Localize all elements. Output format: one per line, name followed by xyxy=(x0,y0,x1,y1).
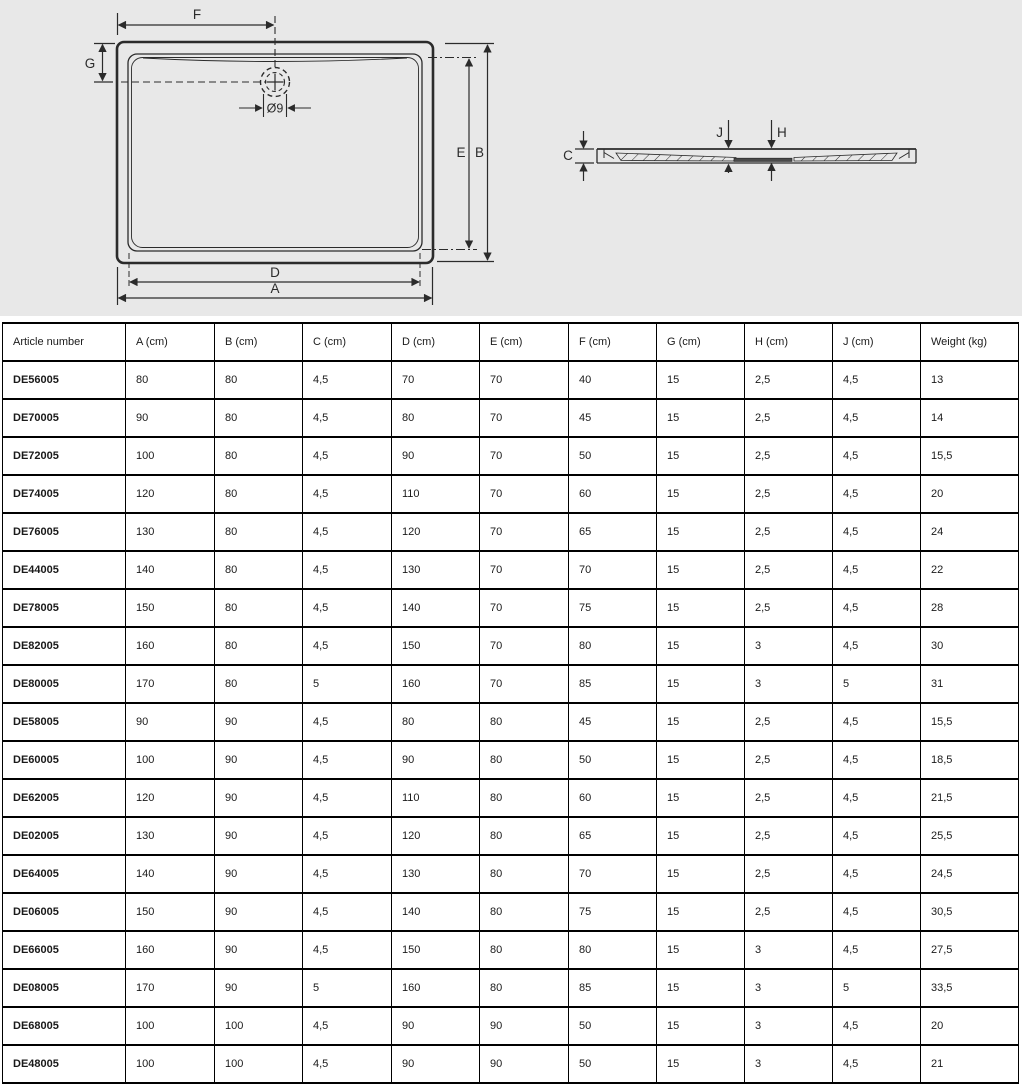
spec-value-cell: 25,5 xyxy=(921,817,1019,855)
spec-value-cell: 20 xyxy=(921,1007,1019,1045)
spec-value-cell: 2,5 xyxy=(745,399,833,437)
spec-value-cell: 100 xyxy=(126,741,215,779)
spec-value-cell: 15 xyxy=(657,589,745,627)
hatch-right xyxy=(794,153,897,161)
spec-value-cell: 90 xyxy=(392,1045,480,1083)
spec-value-cell: 75 xyxy=(569,893,657,931)
spec-value-cell: 4,5 xyxy=(303,1007,392,1045)
table-row xyxy=(3,969,1019,1007)
spec-value-cell: 15 xyxy=(657,361,745,399)
spec-value-cell: 15 xyxy=(657,969,745,1007)
spec-value-cell: 80 xyxy=(480,741,569,779)
spec-value-cell: 15,5 xyxy=(921,703,1019,741)
column-header: Article number xyxy=(3,323,126,361)
column-header: A (cm) xyxy=(126,323,215,361)
spec-value-cell: 80 xyxy=(215,589,303,627)
spec-value-cell: 80 xyxy=(480,817,569,855)
spec-value-cell: 18,5 xyxy=(921,741,1019,779)
article-number-cell: DE76005 xyxy=(3,513,126,551)
drain-strip xyxy=(734,158,792,161)
spec-value-cell: 14 xyxy=(921,399,1019,437)
spec-value-cell: 4,5 xyxy=(833,741,921,779)
spec-value-cell: 4,5 xyxy=(833,551,921,589)
spec-table-body xyxy=(3,361,1019,1083)
table-row xyxy=(3,703,1019,741)
spec-value-cell: 3 xyxy=(745,665,833,703)
spec-value-cell: 90 xyxy=(215,931,303,969)
spec-value-cell: 120 xyxy=(392,513,480,551)
spec-value-cell: 70 xyxy=(480,551,569,589)
table-row xyxy=(3,589,1019,627)
column-header: Weight (kg) xyxy=(921,323,1019,361)
column-header: J (cm) xyxy=(833,323,921,361)
spec-value-cell: 15 xyxy=(657,627,745,665)
spec-value-cell: 45 xyxy=(569,399,657,437)
spec-value-cell: 90 xyxy=(215,741,303,779)
spec-value-cell: 2,5 xyxy=(745,779,833,817)
article-number-cell: DE64005 xyxy=(3,855,126,893)
article-number-cell: DE70005 xyxy=(3,399,126,437)
table-row xyxy=(3,779,1019,817)
spec-value-cell: 150 xyxy=(392,931,480,969)
spec-value-cell: 90 xyxy=(392,437,480,475)
spec-value-cell: 90 xyxy=(215,893,303,931)
spec-value-cell: 170 xyxy=(126,665,215,703)
spec-value-cell: 2,5 xyxy=(745,361,833,399)
spec-value-cell: 90 xyxy=(215,703,303,741)
side-view-drawing xyxy=(563,120,916,181)
table-row xyxy=(3,665,1019,703)
spec-value-cell: 3 xyxy=(745,969,833,1007)
spec-value-cell: 30 xyxy=(921,627,1019,665)
table-row xyxy=(3,513,1019,551)
spec-value-cell: 75 xyxy=(569,589,657,627)
spec-value-cell: 80 xyxy=(392,703,480,741)
spec-value-cell: 80 xyxy=(480,779,569,817)
dim-label-j: J xyxy=(716,125,723,140)
spec-value-cell: 30,5 xyxy=(921,893,1019,931)
spec-value-cell: 80 xyxy=(215,399,303,437)
article-number-cell: DE80005 xyxy=(3,665,126,703)
spec-value-cell: 3 xyxy=(745,931,833,969)
dim-label-e: E xyxy=(456,145,466,160)
spec-value-cell: 15 xyxy=(657,703,745,741)
spec-value-cell: 15 xyxy=(657,1045,745,1083)
spec-value-cell: 4,5 xyxy=(833,437,921,475)
spec-value-cell: 150 xyxy=(126,589,215,627)
table-row xyxy=(3,1045,1019,1083)
spec-value-cell: 80 xyxy=(215,665,303,703)
spec-value-cell: 70 xyxy=(480,589,569,627)
tray-profile xyxy=(597,149,916,163)
spec-value-cell: 4,5 xyxy=(303,1045,392,1083)
spec-value-cell: 2,5 xyxy=(745,893,833,931)
dim-label-h: H xyxy=(777,125,787,140)
spec-value-cell: 50 xyxy=(569,741,657,779)
dimension-c xyxy=(575,131,594,181)
article-number-cell: DE82005 xyxy=(3,627,126,665)
column-header: H (cm) xyxy=(745,323,833,361)
spec-value-cell: 70 xyxy=(480,665,569,703)
spec-value-cell: 140 xyxy=(126,855,215,893)
spec-value-cell: 3 xyxy=(745,1007,833,1045)
article-number-cell: DE48005 xyxy=(3,1045,126,1083)
spec-value-cell: 85 xyxy=(569,665,657,703)
spec-value-cell: 110 xyxy=(392,475,480,513)
article-number-cell: DE72005 xyxy=(3,437,126,475)
spec-value-cell: 2,5 xyxy=(745,513,833,551)
spec-table-head-row xyxy=(3,323,1019,361)
table-row xyxy=(3,551,1019,589)
spec-value-cell: 60 xyxy=(569,779,657,817)
spec-value-cell: 80 xyxy=(126,361,215,399)
spec-value-cell: 4,5 xyxy=(303,437,392,475)
spec-value-cell: 140 xyxy=(126,551,215,589)
spec-value-cell: 80 xyxy=(215,361,303,399)
dim-label-b: B xyxy=(474,145,484,160)
spec-value-cell: 5 xyxy=(833,665,921,703)
spec-value-cell: 21,5 xyxy=(921,779,1019,817)
column-header: F (cm) xyxy=(569,323,657,361)
spec-value-cell: 15 xyxy=(657,855,745,893)
table-row xyxy=(3,817,1019,855)
spec-value-cell: 3 xyxy=(745,1045,833,1083)
spec-value-cell: 4,5 xyxy=(833,399,921,437)
spec-value-cell: 15 xyxy=(657,1007,745,1045)
spec-value-cell: 22 xyxy=(921,551,1019,589)
article-number-cell: DE62005 xyxy=(3,779,126,817)
spec-value-cell: 20 xyxy=(921,475,1019,513)
spec-value-cell: 160 xyxy=(126,931,215,969)
article-number-cell: DE74005 xyxy=(3,475,126,513)
spec-value-cell: 4,5 xyxy=(303,475,392,513)
spec-value-cell: 65 xyxy=(569,513,657,551)
spec-value-cell: 160 xyxy=(126,627,215,665)
spec-value-cell: 15 xyxy=(657,741,745,779)
spec-value-cell: 140 xyxy=(392,589,480,627)
spec-value-cell: 4,5 xyxy=(303,855,392,893)
spec-value-cell: 80 xyxy=(392,399,480,437)
dimension-g xyxy=(94,44,115,83)
top-view-drawing xyxy=(85,7,494,305)
spec-value-cell: 80 xyxy=(480,703,569,741)
spec-value-cell: 90 xyxy=(480,1007,569,1045)
spec-value-cell: 70 xyxy=(480,437,569,475)
spec-value-cell: 90 xyxy=(392,741,480,779)
spec-value-cell: 13 xyxy=(921,361,1019,399)
spec-value-cell: 50 xyxy=(569,1045,657,1083)
spec-value-cell: 100 xyxy=(215,1007,303,1045)
spec-value-cell: 160 xyxy=(392,969,480,1007)
spec-value-cell: 70 xyxy=(480,627,569,665)
spec-value-cell: 4,5 xyxy=(303,627,392,665)
spec-value-cell: 100 xyxy=(126,1007,215,1045)
spec-value-cell: 4,5 xyxy=(833,475,921,513)
spec-value-cell: 80 xyxy=(215,475,303,513)
spec-value-cell: 4,5 xyxy=(303,817,392,855)
article-number-cell: DE58005 xyxy=(3,703,126,741)
spec-table xyxy=(2,322,1019,1084)
spec-value-cell: 130 xyxy=(126,513,215,551)
spec-value-cell: 120 xyxy=(126,779,215,817)
column-header: B (cm) xyxy=(215,323,303,361)
drain-diameter-label: Ø9 xyxy=(266,101,284,116)
spec-value-cell: 90 xyxy=(126,399,215,437)
spec-value-cell: 15 xyxy=(657,665,745,703)
spec-value-cell: 15 xyxy=(657,931,745,969)
spec-value-cell: 80 xyxy=(215,627,303,665)
spec-value-cell: 120 xyxy=(392,817,480,855)
spec-value-cell: 90 xyxy=(392,1007,480,1045)
spec-value-cell: 160 xyxy=(392,665,480,703)
spec-value-cell: 4,5 xyxy=(833,893,921,931)
spec-value-cell: 2,5 xyxy=(745,589,833,627)
spec-value-cell: 85 xyxy=(569,969,657,1007)
column-header: D (cm) xyxy=(392,323,480,361)
spec-value-cell: 120 xyxy=(126,475,215,513)
spec-value-cell: 40 xyxy=(569,361,657,399)
spec-value-cell: 15,5 xyxy=(921,437,1019,475)
spec-value-cell: 65 xyxy=(569,817,657,855)
table-row xyxy=(3,475,1019,513)
article-number-cell: DE60005 xyxy=(3,741,126,779)
drain-center-cross xyxy=(267,74,284,91)
spec-value-cell: 4,5 xyxy=(833,931,921,969)
spec-value-cell: 15 xyxy=(657,893,745,931)
article-number-cell: DE06005 xyxy=(3,893,126,931)
spec-value-cell: 4,5 xyxy=(833,703,921,741)
spec-value-cell: 21 xyxy=(921,1045,1019,1083)
dim-label-g: G xyxy=(84,56,96,71)
spec-value-cell: 33,5 xyxy=(921,969,1019,1007)
spec-value-cell: 2,5 xyxy=(745,703,833,741)
spec-value-cell: 15 xyxy=(657,399,745,437)
spec-value-cell: 4,5 xyxy=(303,779,392,817)
spec-value-cell: 100 xyxy=(126,1045,215,1083)
spec-value-cell: 70 xyxy=(392,361,480,399)
spec-value-cell: 24 xyxy=(921,513,1019,551)
spec-value-cell: 50 xyxy=(569,437,657,475)
table-row xyxy=(3,361,1019,399)
spec-value-cell: 4,5 xyxy=(303,399,392,437)
spec-value-cell: 130 xyxy=(392,551,480,589)
spec-value-cell: 4,5 xyxy=(833,589,921,627)
dim-label-c: C xyxy=(563,148,573,163)
table-row xyxy=(3,627,1019,665)
spec-value-cell: 2,5 xyxy=(745,741,833,779)
spec-value-cell: 80 xyxy=(215,437,303,475)
article-number-cell: DE78005 xyxy=(3,589,126,627)
table-row xyxy=(3,399,1019,437)
spec-value-cell: 90 xyxy=(126,703,215,741)
spec-value-cell: 4,5 xyxy=(833,1045,921,1083)
spec-value-cell: 4,5 xyxy=(833,513,921,551)
spec-value-cell: 15 xyxy=(657,817,745,855)
spec-value-cell: 4,5 xyxy=(303,741,392,779)
technical-drawing xyxy=(0,0,1022,316)
spec-value-cell: 50 xyxy=(569,1007,657,1045)
hatch-left xyxy=(616,153,736,161)
spec-value-cell: 2,5 xyxy=(745,437,833,475)
spec-value-cell: 70 xyxy=(480,475,569,513)
spec-value-cell: 80 xyxy=(480,931,569,969)
table-row xyxy=(3,437,1019,475)
spec-value-cell: 170 xyxy=(126,969,215,1007)
spec-value-cell: 70 xyxy=(480,513,569,551)
spec-value-cell: 4,5 xyxy=(303,703,392,741)
spec-value-cell: 4,5 xyxy=(833,855,921,893)
spec-value-cell: 4,5 xyxy=(303,551,392,589)
spec-value-cell: 80 xyxy=(569,931,657,969)
spec-value-cell: 60 xyxy=(569,475,657,513)
dimension-e xyxy=(422,58,477,250)
spec-value-cell: 110 xyxy=(392,779,480,817)
spec-value-cell: 70 xyxy=(569,855,657,893)
table-row xyxy=(3,1007,1019,1045)
spec-value-cell: 80 xyxy=(480,893,569,931)
spec-value-cell: 28 xyxy=(921,589,1019,627)
article-number-cell: DE56005 xyxy=(3,361,126,399)
spec-value-cell: 90 xyxy=(215,779,303,817)
spec-value-cell: 2,5 xyxy=(745,475,833,513)
column-header: C (cm) xyxy=(303,323,392,361)
spec-value-cell: 90 xyxy=(215,969,303,1007)
dim-label-d: D xyxy=(270,265,280,280)
spec-value-cell: 27,5 xyxy=(921,931,1019,969)
spec-value-cell: 140 xyxy=(392,893,480,931)
spec-value-cell: 90 xyxy=(480,1045,569,1083)
spec-value-cell: 4,5 xyxy=(833,779,921,817)
table-row xyxy=(3,855,1019,893)
spec-value-cell: 15 xyxy=(657,437,745,475)
spec-value-cell: 4,5 xyxy=(303,893,392,931)
spec-value-cell: 100 xyxy=(215,1045,303,1083)
column-header: E (cm) xyxy=(480,323,569,361)
dim-label-a: A xyxy=(270,281,280,296)
spec-value-cell: 4,5 xyxy=(303,589,392,627)
spec-value-cell: 31 xyxy=(921,665,1019,703)
spec-value-cell: 4,5 xyxy=(303,361,392,399)
article-number-cell: DE08005 xyxy=(3,969,126,1007)
spec-value-cell: 5 xyxy=(303,969,392,1007)
spec-value-cell: 4,5 xyxy=(833,361,921,399)
spec-value-cell: 5 xyxy=(303,665,392,703)
table-row xyxy=(3,741,1019,779)
spec-value-cell: 45 xyxy=(569,703,657,741)
article-number-cell: DE02005 xyxy=(3,817,126,855)
spec-value-cell: 90 xyxy=(215,817,303,855)
spec-value-cell: 70 xyxy=(569,551,657,589)
table-row xyxy=(3,893,1019,931)
spec-value-cell: 80 xyxy=(215,551,303,589)
spec-value-cell: 150 xyxy=(126,893,215,931)
spec-value-cell: 15 xyxy=(657,551,745,589)
spec-value-cell: 70 xyxy=(480,399,569,437)
spec-value-cell: 15 xyxy=(657,513,745,551)
spec-value-cell: 2,5 xyxy=(745,855,833,893)
spec-value-cell: 80 xyxy=(480,969,569,1007)
spec-value-cell: 24,5 xyxy=(921,855,1019,893)
dim-label-f: F xyxy=(192,7,202,22)
spec-value-cell: 90 xyxy=(215,855,303,893)
article-number-cell: DE66005 xyxy=(3,931,126,969)
spec-value-cell: 4,5 xyxy=(833,817,921,855)
spec-value-cell: 130 xyxy=(126,817,215,855)
article-number-cell: DE44005 xyxy=(3,551,126,589)
spec-value-cell: 2,5 xyxy=(745,551,833,589)
spec-value-cell: 4,5 xyxy=(303,931,392,969)
spec-value-cell: 3 xyxy=(745,627,833,665)
spec-value-cell: 2,5 xyxy=(745,817,833,855)
spec-value-cell: 15 xyxy=(657,779,745,817)
spec-value-cell: 4,5 xyxy=(303,513,392,551)
spec-value-cell: 130 xyxy=(392,855,480,893)
spec-value-cell: 70 xyxy=(480,361,569,399)
column-header: G (cm) xyxy=(657,323,745,361)
table-row xyxy=(3,931,1019,969)
spec-value-cell: 5 xyxy=(833,969,921,1007)
spec-value-cell: 80 xyxy=(480,855,569,893)
spec-value-cell: 150 xyxy=(392,627,480,665)
spec-value-cell: 4,5 xyxy=(833,1007,921,1045)
spec-value-cell: 80 xyxy=(569,627,657,665)
article-number-cell: DE68005 xyxy=(3,1007,126,1045)
spec-value-cell: 80 xyxy=(215,513,303,551)
dimension-b xyxy=(437,44,494,262)
spec-value-cell: 4,5 xyxy=(833,627,921,665)
spec-value-cell: 15 xyxy=(657,475,745,513)
diagram-panel xyxy=(0,0,1022,316)
spec-value-cell: 100 xyxy=(126,437,215,475)
